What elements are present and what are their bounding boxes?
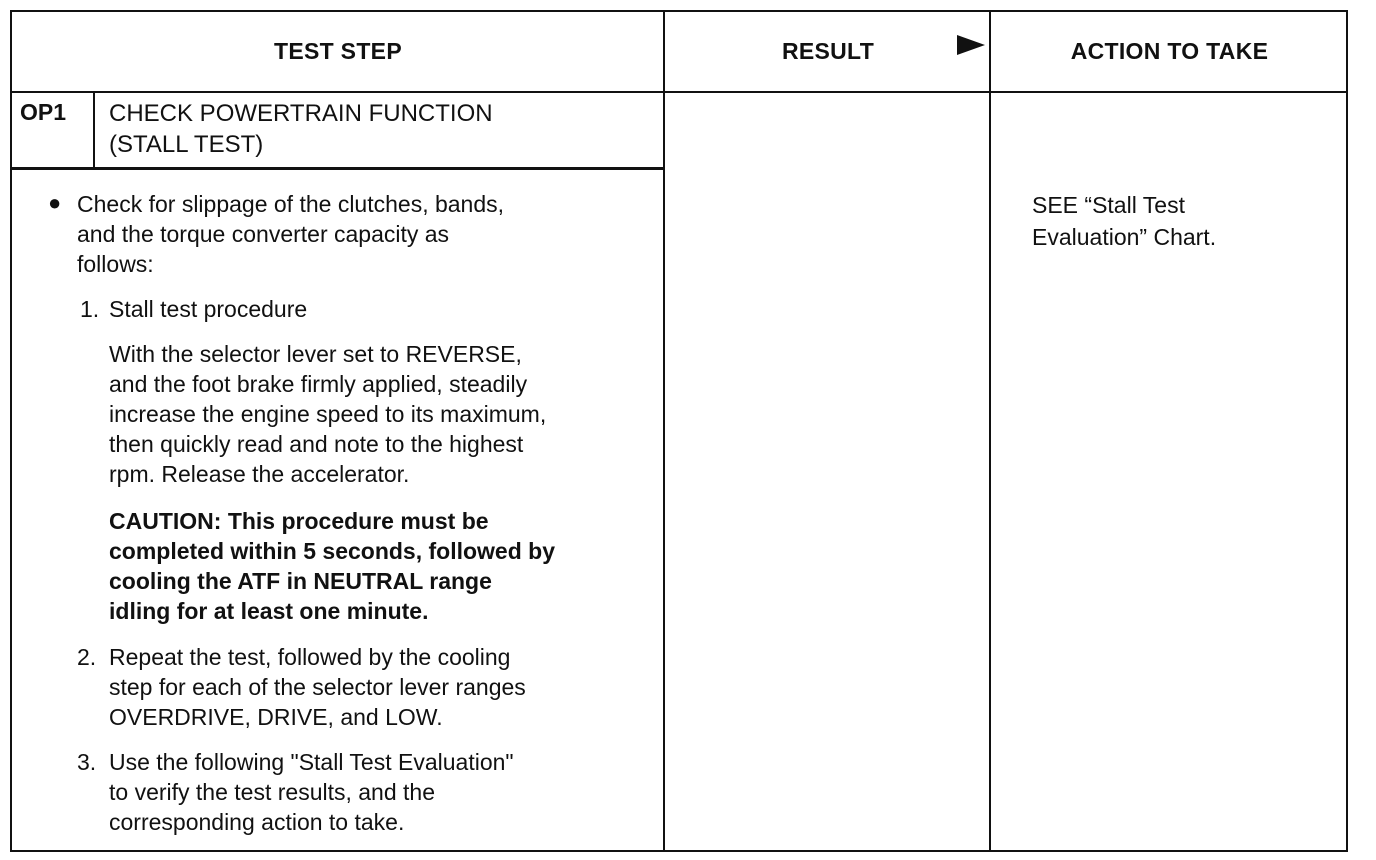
action-text <box>1032 189 1216 253</box>
item-3-line-2: to verify the test results, and the <box>109 779 435 805</box>
item-2-line-3: OVERDRIVE, DRIVE, and LOW. <box>109 704 443 730</box>
bullet-line-3: follows: <box>77 251 154 277</box>
caution-line-4: idling for at least one minute. <box>109 598 429 624</box>
item-1-detail-line-5: rpm. Release the accelerator. <box>109 461 410 487</box>
item-1-detail-line-2: and the foot brake firmly applied, steadily <box>109 371 528 397</box>
step-title-line-1: CHECK POWERTRAIN FUNCTION <box>109 100 493 127</box>
bullet-text <box>77 189 504 279</box>
caution-line-1: CAUTION: This procedure must be <box>109 508 489 534</box>
column-divider-2 <box>989 10 991 852</box>
item-1-detail-line-3: increase the engine speed to its maximum, <box>109 401 547 427</box>
item-2-line-1: Repeat the test, followed by the cooling <box>109 644 511 670</box>
bullet-icon: ● <box>48 190 62 215</box>
step-title-divider <box>10 167 665 170</box>
header-action: ACTION TO TAKE <box>1070 37 1269 64</box>
step-code: OP1 <box>20 99 67 125</box>
item-2-text <box>109 642 526 732</box>
bullet-line-1: Check for slippage of the clutches, bands, <box>77 191 505 217</box>
item-3-line-3: corresponding action to take. <box>109 809 405 835</box>
caution-line-3: cooling the ATF in NEUTRAL range <box>109 568 492 594</box>
bullet-line-2: and the torque converter capacity as <box>77 221 450 247</box>
item-3-text <box>109 747 514 837</box>
item-1-detail-line-4: then quickly read and note to the highest <box>109 431 524 457</box>
action-line-1: SEE “Stall Test <box>1032 192 1185 218</box>
op-code-divider <box>93 92 95 168</box>
step-title-line-2: (STALL TEST) <box>109 131 264 158</box>
step-title <box>109 98 493 160</box>
header-test-step: TEST STEP <box>274 37 402 64</box>
item-1-detail-line-1: With the selector lever set to REVERSE, <box>109 341 522 367</box>
caution-note <box>109 506 555 626</box>
item-number-3: 3. <box>77 749 97 775</box>
action-line-2: Evaluation” Chart. <box>1032 224 1217 250</box>
item-number-1: 1. <box>80 296 100 322</box>
column-divider-1 <box>663 10 665 852</box>
item-1-title: Stall test procedure <box>109 296 308 322</box>
arrow-right-icon <box>957 35 985 55</box>
item-2-line-2: step for each of the selector lever ranges <box>109 674 526 700</box>
header-result: RESULT <box>781 37 875 64</box>
caution-line-2: completed within 5 seconds, followed by <box>109 538 556 564</box>
item-1-detail <box>109 339 546 489</box>
item-3-line-1: Use the following "Stall Test Evaluation" <box>109 749 514 775</box>
item-number-2: 2. <box>77 644 97 670</box>
